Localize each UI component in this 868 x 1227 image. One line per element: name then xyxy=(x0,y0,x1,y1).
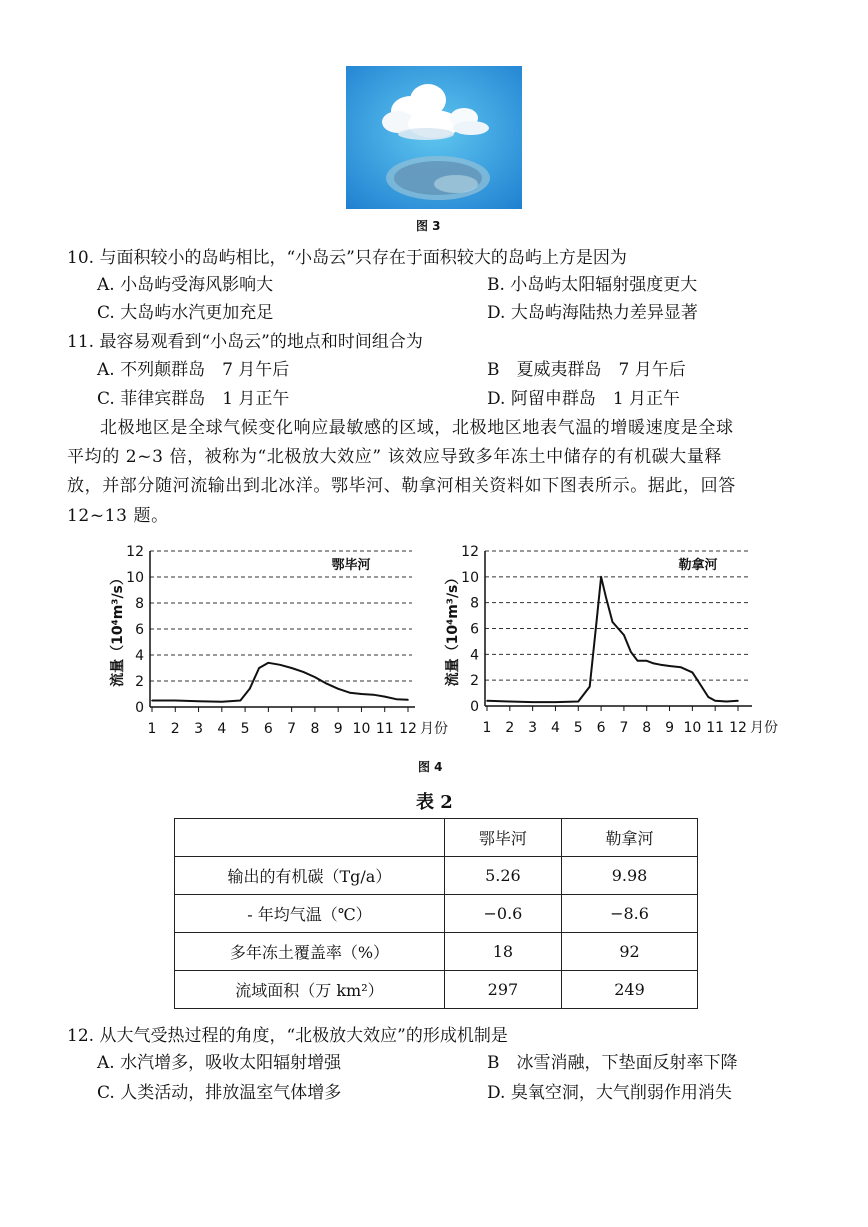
cell-lena: 249 xyxy=(562,971,698,1009)
x-tick-label: 6 xyxy=(263,721,273,737)
fig3-caption: 图 3 xyxy=(416,219,441,233)
island-cloud-photo xyxy=(346,66,522,209)
q10-option-b: B. 小岛屿太阳辐射强度更大 xyxy=(487,275,698,295)
q10-option-d: D. 大岛屿海陆热力差异显著 xyxy=(487,303,698,323)
table-row xyxy=(175,971,698,1009)
data-point xyxy=(268,662,270,664)
data-point xyxy=(660,664,662,666)
data-point xyxy=(486,700,488,702)
q12-option-a: A. 水汽增多，吸收太阳辐射增强 xyxy=(97,1053,342,1073)
data-point xyxy=(596,621,598,623)
flow-series-line xyxy=(152,663,408,702)
cell-lena: 92 xyxy=(562,933,698,971)
table-row xyxy=(175,933,698,971)
fig4-caption: 图 4 xyxy=(418,760,443,774)
x-tick-label: 4 xyxy=(217,721,227,737)
y-tick-label: 4 xyxy=(135,648,144,664)
y-axis-label: 流量（10⁴m³/s） xyxy=(110,571,126,687)
x-tick-label: 9 xyxy=(333,721,343,737)
row-label: 流域面积（万 km²） xyxy=(175,971,445,1009)
data-point xyxy=(637,660,639,662)
data-point xyxy=(291,667,293,669)
q10-option-a: A. 小岛屿受海风影响大 xyxy=(97,275,274,295)
data-point xyxy=(384,696,386,698)
q10-option-c: C. 大岛屿水汽更加充足 xyxy=(97,303,274,323)
data-point xyxy=(174,700,176,702)
x-tick-label: 10 xyxy=(352,721,371,737)
y-tick-label: 10 xyxy=(461,569,479,586)
q12-option-c: C. 人类活动，排放温室气体增多 xyxy=(97,1083,342,1103)
x-axis-label: 月份 xyxy=(420,721,448,737)
flow-series-line xyxy=(487,577,738,702)
cell-ob: −0.6 xyxy=(444,895,561,933)
data-point xyxy=(279,664,281,666)
y-tick-label: 0 xyxy=(135,700,144,716)
x-tick-label: 11 xyxy=(375,721,394,737)
q10-stem: 10. 与面积较小的岛屿相比，“小岛云”只存在于面积较大的岛屿上方是因为 xyxy=(67,248,627,268)
x-tick-label: 9 xyxy=(665,720,675,736)
table2-title: 表 2 xyxy=(416,792,453,813)
data-point xyxy=(532,701,534,703)
table-header-blank xyxy=(175,819,445,857)
passage-line-3: 放，并部分随河流输出到北冰洋。鄂毕河、勒拿河相关资料如下图表所示。据此，回答 xyxy=(67,476,736,496)
x-tick-label: 3 xyxy=(528,720,538,736)
x-tick-label: 4 xyxy=(550,720,560,736)
x-tick-label: 10 xyxy=(683,720,702,736)
y-tick-label: 4 xyxy=(470,647,479,664)
x-tick-label: 7 xyxy=(619,720,629,736)
q12-stem: 12. 从大气受热过程的角度，“北极放大效应”的形成机制是 xyxy=(67,1026,508,1046)
data-point xyxy=(646,660,648,662)
data-point xyxy=(605,595,607,597)
cell-lena: −8.6 xyxy=(562,895,698,933)
data-point xyxy=(714,700,716,702)
data-point xyxy=(349,692,351,694)
x-tick-label: 1 xyxy=(147,721,157,737)
x-tick-label: 3 xyxy=(194,721,204,737)
data-point xyxy=(302,671,304,673)
data-point xyxy=(258,667,260,669)
q11-option-b: B 夏威夷群岛 7 月午后 xyxy=(487,360,686,380)
data-point xyxy=(198,700,200,702)
y-tick-label: 2 xyxy=(135,674,144,690)
data-point xyxy=(589,686,591,688)
x-tick-label: 7 xyxy=(287,721,297,737)
data-point xyxy=(151,700,153,702)
data-point xyxy=(680,666,682,668)
passage-line-1: 北极地区是全球气候变化响应最敏感的区域，北极地区地表气温的增暖速度是全球 xyxy=(100,418,734,438)
y-tick-label: 12 xyxy=(461,544,479,560)
data-point xyxy=(577,701,579,703)
x-tick-label: 6 xyxy=(596,720,606,736)
x-tick-label: 8 xyxy=(310,721,320,737)
table-row xyxy=(175,895,698,933)
data-point xyxy=(698,682,700,684)
y-tick-label: 8 xyxy=(135,596,144,612)
cell-ob: 297 xyxy=(444,971,561,1009)
data-point xyxy=(326,683,328,685)
q12-option-b: B 冰雪消融，下垫面反射率下降 xyxy=(487,1053,738,1073)
row-label: 多年冻土覆盖率（%） xyxy=(175,933,445,971)
x-tick-label: 5 xyxy=(240,721,250,737)
data-point xyxy=(669,665,671,667)
x-tick-label: 12 xyxy=(399,721,417,737)
data-point xyxy=(692,672,694,674)
data-point xyxy=(612,621,614,623)
data-point xyxy=(221,701,223,703)
data-point xyxy=(555,701,557,703)
x-tick-label: 2 xyxy=(505,720,515,736)
data-point xyxy=(314,676,316,678)
chart-lena-river xyxy=(440,540,785,750)
x-tick-label: 5 xyxy=(573,720,583,736)
cell-lena: 9.98 xyxy=(562,857,698,895)
chart-title: 鄂毕河 xyxy=(331,558,371,573)
q11-option-a: A. 不列颠群岛 7 月午后 xyxy=(97,360,290,380)
data-point xyxy=(653,663,655,665)
table-header-ob: 鄂毕河 xyxy=(444,819,561,857)
y-tick-label: 6 xyxy=(135,622,144,638)
y-tick-label: 10 xyxy=(126,570,144,586)
data-point xyxy=(240,700,242,702)
data-point xyxy=(600,576,602,578)
x-tick-label: 2 xyxy=(170,721,180,737)
data-point xyxy=(372,694,374,696)
q11-option-c: C. 菲律宾群岛 1 月正午 xyxy=(97,389,290,409)
cell-ob: 18 xyxy=(444,933,561,971)
data-point xyxy=(623,634,625,636)
passage-line-4: 12~13 题。 xyxy=(67,506,169,526)
x-tick-label: 1 xyxy=(482,720,492,736)
q11-stem: 11. 最容易观看到“小岛云”的地点和时间组合为 xyxy=(67,332,423,352)
row-label: 输出的有机碳（Tg/a） xyxy=(175,857,445,895)
q11-option-d: D. 阿留申群岛 1 月正午 xyxy=(487,389,681,409)
passage-line-2: 平均的 2~3 倍，被称为“北极放大效应” 该效应导致多年冻土中储存的有机碳大量释 xyxy=(67,447,723,467)
y-axis-label: 流量（10⁴m³/s） xyxy=(445,570,461,687)
data-point xyxy=(708,696,710,698)
data-point xyxy=(396,698,398,700)
q12-option-d: D. 臭氧空洞，大气削弱作用消失 xyxy=(487,1083,732,1103)
y-tick-label: 12 xyxy=(126,544,144,560)
y-tick-label: 2 xyxy=(470,673,479,690)
chart-title: 勒拿河 xyxy=(678,558,718,573)
y-tick-label: 8 xyxy=(470,595,479,612)
data-point xyxy=(249,688,251,690)
data-table xyxy=(174,818,698,1009)
table-row xyxy=(175,857,698,895)
data-point xyxy=(726,701,728,703)
table-header-lena: 勒拿河 xyxy=(562,819,698,857)
data-point xyxy=(361,693,363,695)
cell-ob: 5.26 xyxy=(444,857,561,895)
data-point xyxy=(407,699,409,701)
chart-ob-river xyxy=(95,540,448,750)
y-tick-label: 6 xyxy=(470,621,479,638)
y-tick-label: 0 xyxy=(470,699,479,715)
x-axis-label: 月份 xyxy=(750,720,778,736)
x-tick-label: 8 xyxy=(642,720,652,736)
data-point xyxy=(337,688,339,690)
x-tick-label: 11 xyxy=(706,720,725,736)
x-tick-label: 12 xyxy=(729,720,747,736)
data-point xyxy=(630,651,632,653)
table-header-row xyxy=(175,819,698,857)
row-label: - 年均气温（℃） xyxy=(175,895,445,933)
data-point xyxy=(509,701,511,703)
data-point xyxy=(737,700,739,702)
